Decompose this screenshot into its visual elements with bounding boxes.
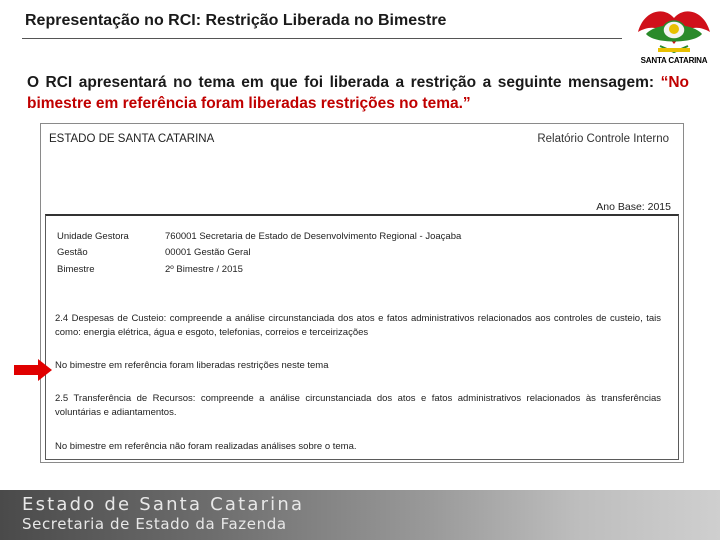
section-transferencia-recursos-message: No bimestre em referência não foram realizadas análises sobre o tema. <box>55 441 357 452</box>
field-label-bimestre: Bimestre <box>57 264 95 275</box>
footer-state-name: Estado de Santa Catarina <box>22 494 305 515</box>
field-value-bimestre: 2º Bimestre / 2015 <box>165 264 243 275</box>
report-screenshot <box>40 123 684 463</box>
footer-banner <box>0 490 720 540</box>
report-name-header: Relatório Controle Interno <box>537 133 669 145</box>
report-year: Ano Base: 2015 <box>596 201 671 213</box>
slide-title: Representação no RCI: Restrição Liberada no Bimestre <box>25 12 447 29</box>
section-despesas-custeio: 2.4 Despesas de Custeio: compreende a análise circunstanciada dos atos e fatos administrativos relacionados aos controles de custeio, tais como: energia elétrica, água e esgoto, telefonias, correios e terceirizações <box>55 313 661 338</box>
logo-label: SANTA CATARINA <box>640 56 708 65</box>
red-arrow-icon <box>14 359 52 381</box>
field-value-unidade-gestora: 760001 Secretaria de Estado de Desenvolvimento Regional - Joaçaba <box>165 231 462 242</box>
title-divider <box>22 38 622 39</box>
section-transferencia-recursos: 2.5 Transferência de Recursos: compreende a análise circunstanciada dos atos e fatos administrativos relacionados às transferências voluntárias e adiantamentos. <box>55 393 661 418</box>
field-label-gestao: Gestão <box>57 247 88 258</box>
section-despesas-custeio-message: No bimestre em referência foram liberadas restrições neste tema <box>55 360 329 371</box>
report-state-header: ESTADO DE SANTA CATARINA <box>49 133 215 145</box>
field-label-unidade-gestora: Unidade Gestora <box>57 231 129 242</box>
intro-text: O RCI apresentará no tema em que foi liberada a restrição a seguinte mensagem: <box>27 74 661 91</box>
intro-paragraph <box>27 72 689 114</box>
footer-secretariat-name: Secretaria de Estado da Fazenda <box>22 515 287 533</box>
field-value-gestao: 00001 Gestão Geral <box>165 247 251 258</box>
intro-quote: “No bimestre em referência foram liberadas restrições no tema.” <box>27 74 689 112</box>
